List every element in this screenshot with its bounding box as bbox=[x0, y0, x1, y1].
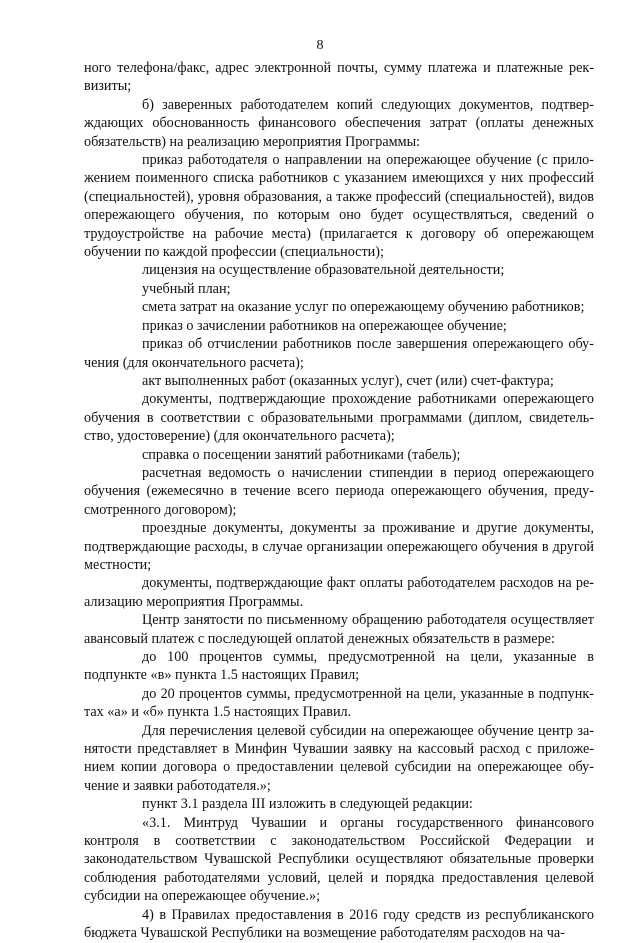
page-number: 8 bbox=[316, 38, 324, 53]
paragraph: проездные документы, документы за проживание и другие документы, подтверждающие расходы, в случае организации опережающего обучения в другой местности; bbox=[84, 520, 594, 573]
paragraph: б) заверенных работодателем копий следующих документов, подтверждающих обоснованность финансового обеспечения затрат (оплаты денежных обязательств) на реализацию мероприятия Программы: bbox=[84, 96, 594, 150]
paragraph: Центр занятости по письменному обращению работодателя осуществляет авансовый платеж с последующей оплатой денежных обязательств в размере: bbox=[84, 612, 594, 647]
paragraph: до 20 процентов суммы, предусмотренной на цели, указанные в подпунктах «а» и «б» пункта 1.5 настоящих Правил. bbox=[84, 685, 594, 721]
paragraph: приказ работодателя о направлении на опережающее обучение (с приложением поименного списка работников с указанием имеющихся у них профессий (специальностей), уровня образования, а также профессий (специальностей), видов опережающего обучения, по которым оно будет осуществляться, сведений о трудоустройстве на рабочие места) (прилагается к договору об опережающем обучении по каждой профессии (специальности); bbox=[84, 152, 594, 261]
paragraph: 4) в Правилах предоставления в 2016 году средств из республиканского бюджета Чувашской Республики на возмещение работодателям расходов на ча- bbox=[84, 906, 594, 942]
paragraph: смета затрат на оказание услуг по опережающему обучению работников; bbox=[142, 299, 585, 316]
paragraph: пункт 3.1 раздела III изложить в следующей редакции: bbox=[142, 796, 473, 813]
paragraph: справка о посещении занятий работниками (табель); bbox=[142, 446, 461, 463]
paragraph: приказ об отчислении работников после завершения опережающего обучения (для окончательного расчета); bbox=[84, 336, 594, 371]
paragraph: Для перечисления целевой субсидии на опережающее обучение центр занятости представляет в Минфин Чувашии заявку на кассовый расход с приложением копии договора о предоставлении целевой субсидии на опережающее обучение и заявки работодателя.»; bbox=[84, 722, 594, 794]
paragraph: приказ о зачислении работников на опережающее обучение; bbox=[142, 317, 507, 334]
paragraph: документы, подтверждающие факт оплаты работодателем расходов на реализацию мероприятия Программы. bbox=[84, 575, 594, 610]
paragraph: документы, подтверждающие прохождение работниками опережающего обучения в соответствии с образовательными программами (диплом, свидетельство, удостоверение) (для окончательного расчета); bbox=[84, 391, 594, 445]
paragraph: ного телефона/факс, адрес электронной почты, сумму платежа и платежные реквизиты; bbox=[84, 60, 594, 95]
paragraph: расчетная ведомость о начислении стипендии в период опережающего обучения (ежемесячно в течение всего периода опережающего обучения, предусмотренного договором); bbox=[84, 464, 594, 518]
body-text bbox=[84, 59, 594, 943]
paragraph: «3.1. Минтруд Чувашии и органы государственного финансового контроля в соответствии с законодательством Российской Федерации и законодательством Чувашской Республики осуществляют обязательные проверки соблюдения работодателями условий, целей и порядка предоставления целевой субсидии на опережающее обучение.»; bbox=[84, 814, 594, 905]
paragraph: до 100 процентов суммы, предусмотренной на цели, указанные в подпункте «в» пункта 1.5 настоящих Правил; bbox=[84, 649, 594, 684]
paragraph: акт выполненных работ (оказанных услуг), счет (или) счет-фактура; bbox=[142, 372, 554, 389]
paragraph: лицензия на осуществление образовательной деятельности; bbox=[142, 262, 505, 279]
paragraph: учебный план; bbox=[142, 280, 231, 297]
